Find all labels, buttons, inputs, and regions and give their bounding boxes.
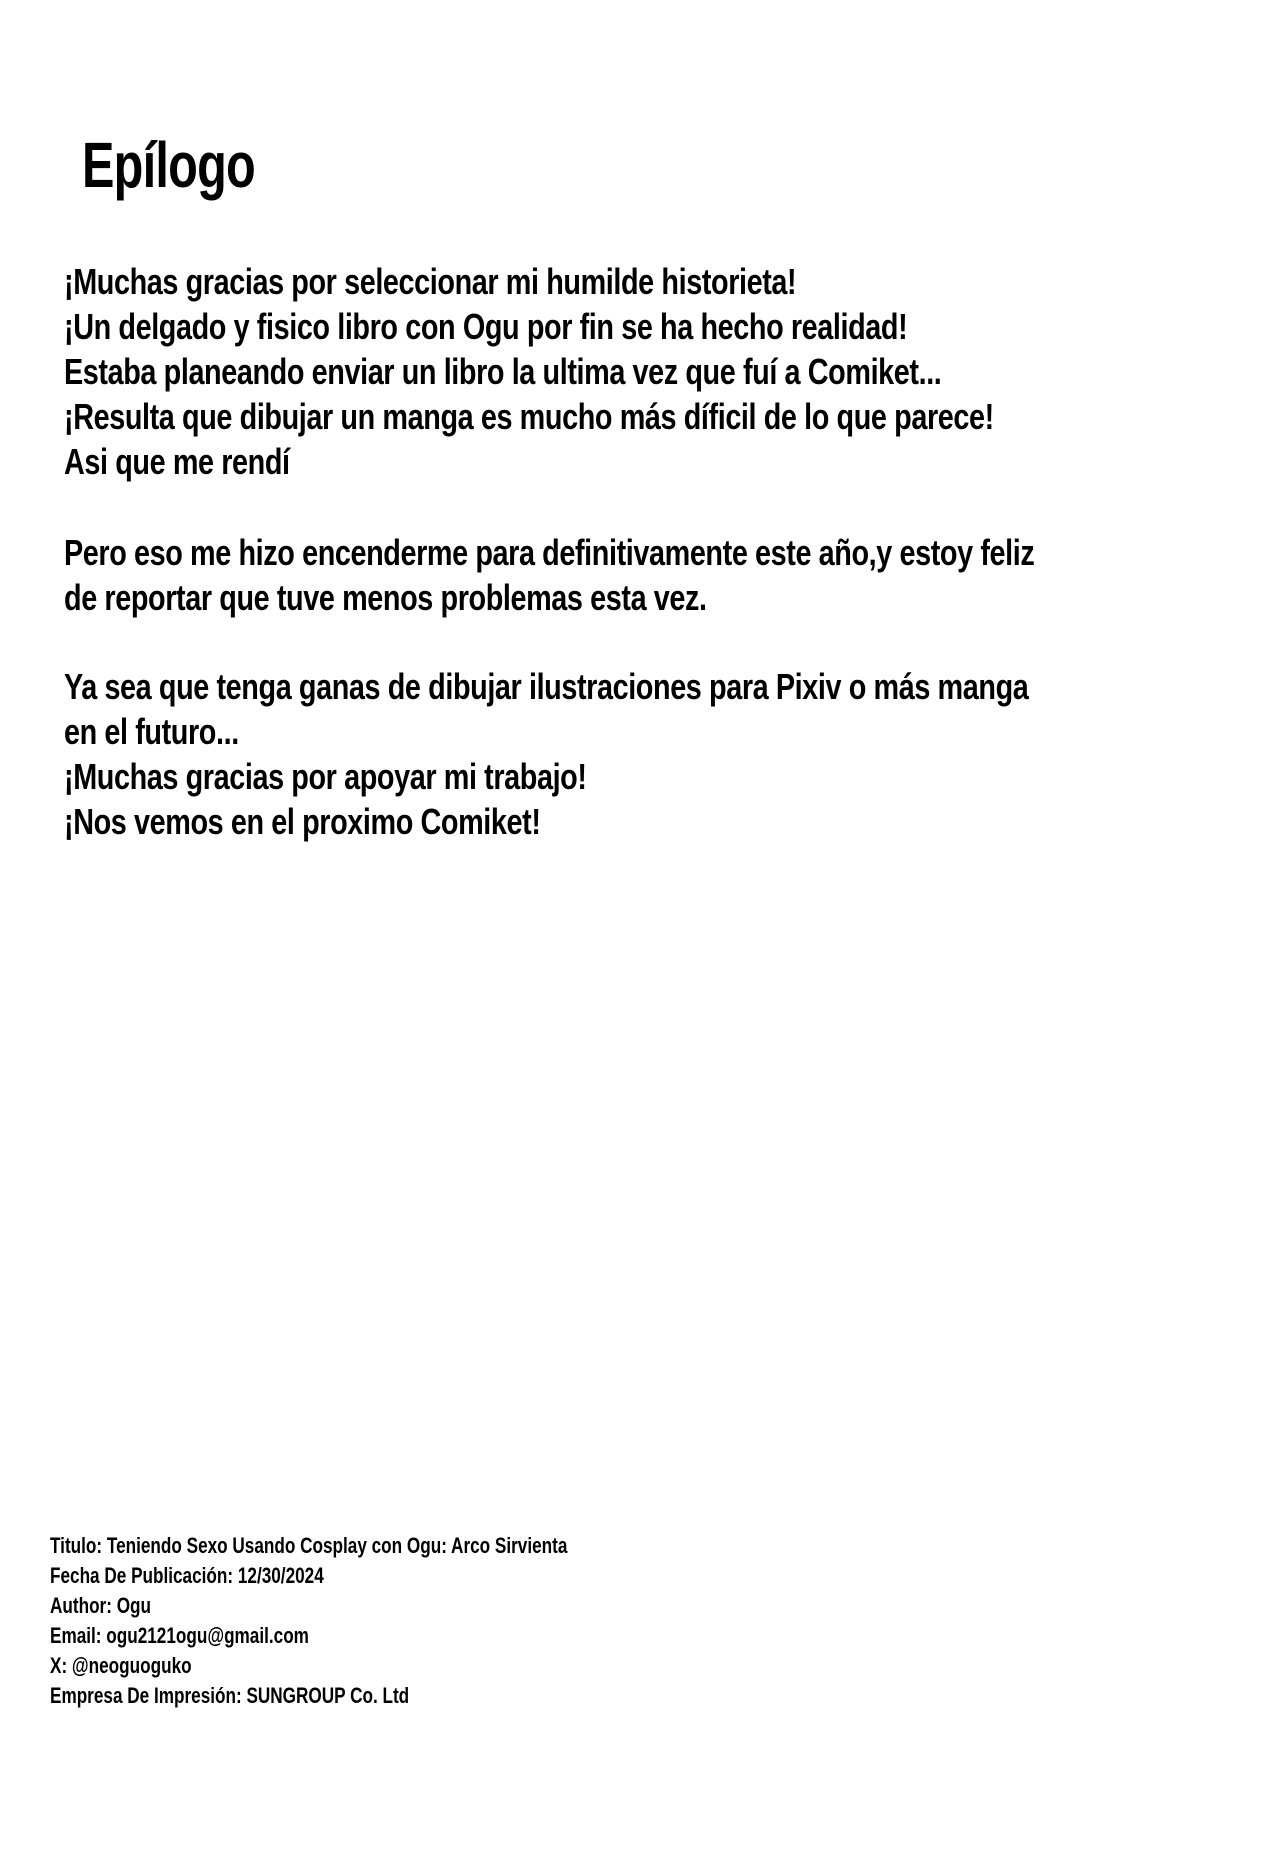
colophon-title: Titulo: Teniendo Sexo Usando Cosplay con Ogu: Arco Sirvienta (50, 1533, 568, 1558)
body-line: de reportar que tuve menos problemas esta vez. (64, 577, 707, 618)
colophon-author: Author: Ogu (50, 1593, 152, 1618)
colophon-x-handle: X: @neoguoguko (50, 1653, 192, 1678)
page-title: Epílogo (82, 129, 255, 201)
body-line: Ya sea que tenga ganas de dibujar ilustraciones para Pixiv o más manga (64, 666, 1029, 707)
body-line: en el futuro... (64, 711, 239, 752)
body-line: Pero eso me hizo encenderme para definitivamente este año,y estoy feliz (64, 532, 1035, 573)
body-line: ¡Un delgado y fisico libro con Ogu por fin se ha hecho realidad! (64, 306, 908, 347)
body-line: ¡Muchas gracias por apoyar mi trabajo! (64, 756, 587, 797)
body-line: ¡Nos vemos en el proximo Comiket! (64, 801, 541, 842)
body-line: ¡Resulta que dibujar un manga es mucho más díficil de lo que parece! (64, 396, 994, 437)
body-line: Estaba planeando enviar un libro la ultima vez que fuí a Comiket... (64, 351, 942, 392)
body-line: ¡Muchas gracias por seleccionar mi humilde historieta! (64, 261, 797, 302)
body-line: Asi que me rendí (64, 441, 290, 482)
colophon-printer: Empresa De Impresión: SUNGROUP Co. Ltd (50, 1683, 410, 1708)
colophon-email: Email: ogu2121ogu@gmail.com (50, 1623, 309, 1648)
colophon-date: Fecha De Publicación: 12/30/2024 (50, 1563, 324, 1588)
